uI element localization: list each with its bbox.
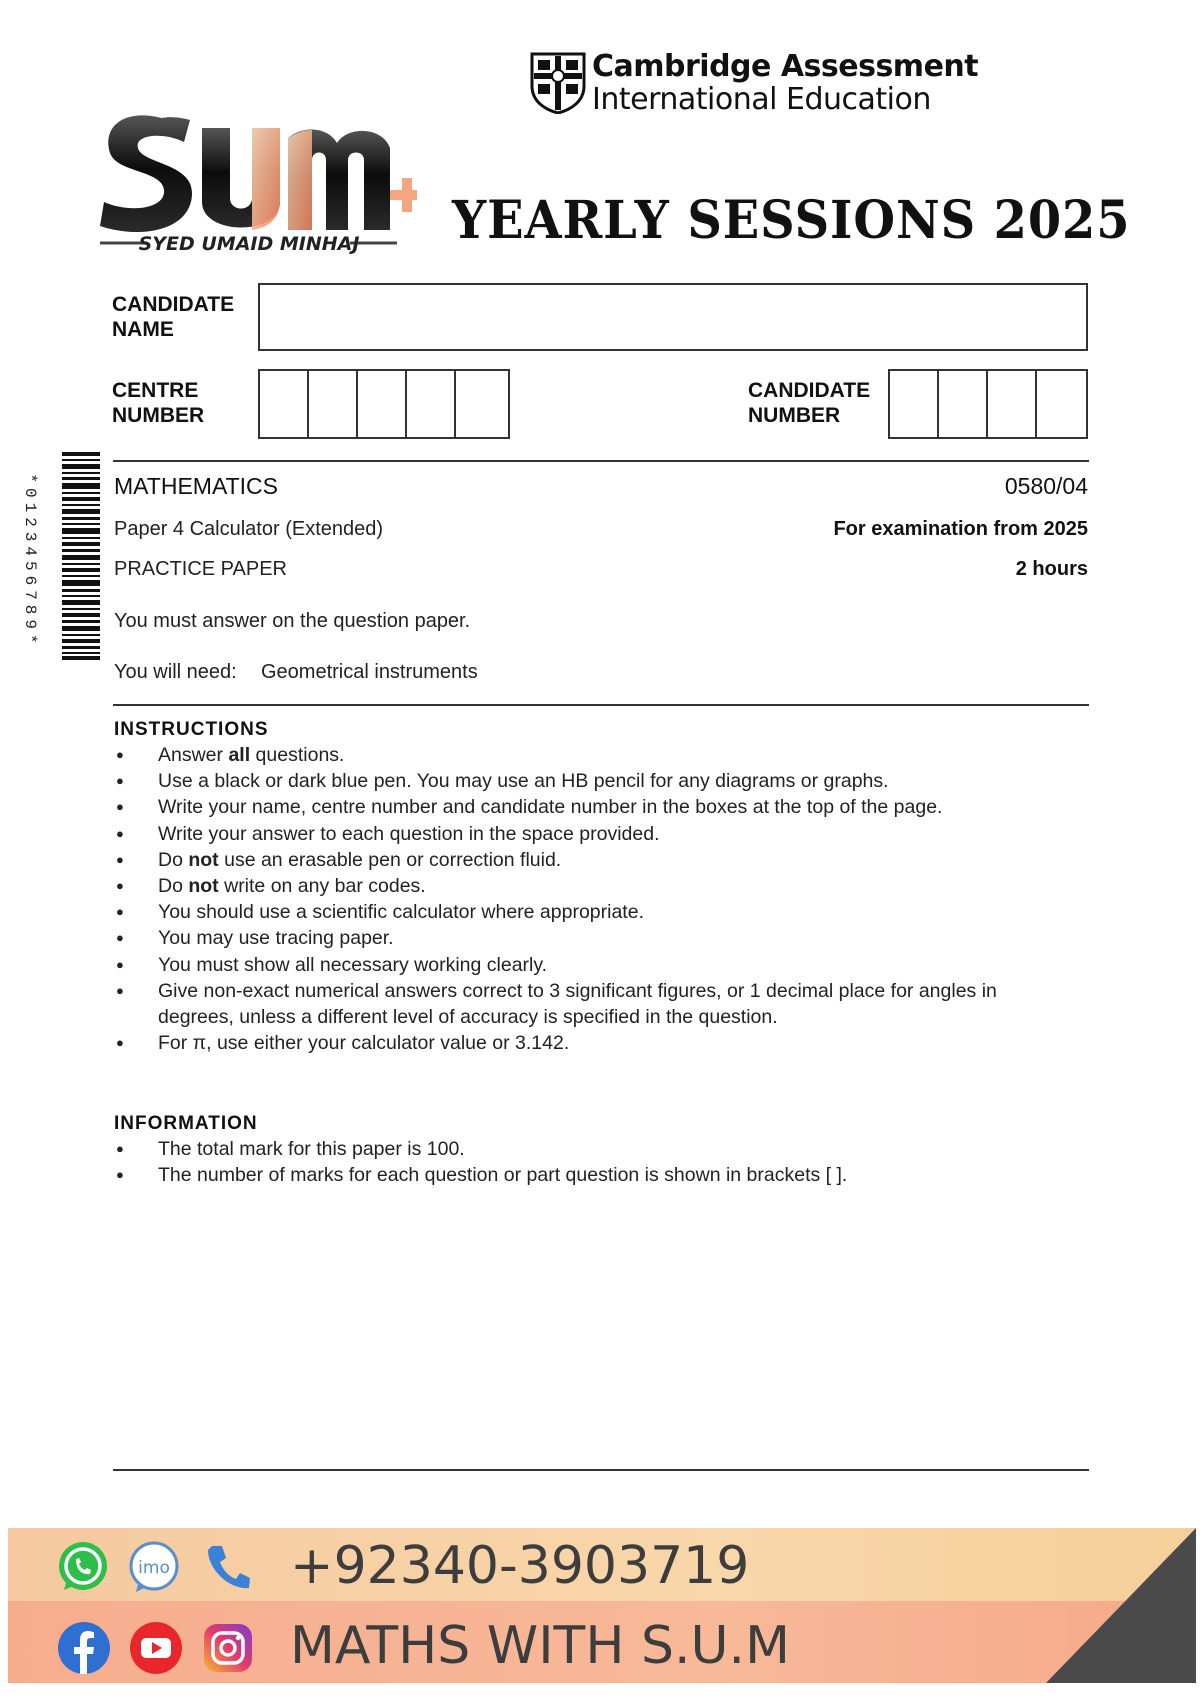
svg-text:imo: imo (138, 1558, 170, 1578)
session-title: YEARLY SESSIONS 2025 (452, 190, 1131, 251)
instruction-text: Write your answer to each question in the space provided. (158, 822, 660, 845)
instagram-icon[interactable] (200, 1620, 256, 1676)
instruction-text: Answer (158, 744, 229, 766)
instruction-text: You may use tracing paper. (158, 927, 394, 950)
candidate-digit-box[interactable] (890, 371, 939, 437)
centre-digit-box[interactable] (358, 371, 407, 437)
list-item (116, 925, 1046, 951)
list-item (116, 768, 1046, 794)
list-item (116, 873, 1046, 899)
instruction-text: questions. (250, 744, 345, 766)
cambridge-shield-icon (530, 52, 586, 114)
candidate-digit-box[interactable] (988, 371, 1037, 437)
centre-number-field[interactable] (258, 369, 510, 439)
exam-from: For examination from 2025 (833, 518, 1088, 540)
syllabus-code: 0580/04 (1004, 473, 1088, 499)
information-heading: INFORMATION (114, 1113, 258, 1134)
centre-digit-box[interactable] (407, 371, 456, 437)
list-item (116, 952, 1046, 978)
phone-number[interactable]: +92340-3903719 (290, 1536, 750, 1596)
list-item: ● The number of marks for each question or part question is shown in brackets [ ]. (116, 1162, 1046, 1188)
paper-component: Paper 4 Calculator (Extended) (114, 518, 384, 540)
centre-number-label: CENTRE NUMBER (112, 379, 205, 427)
information-list (116, 1136, 1046, 1188)
brand-name[interactable]: MATHS WITH S.U.M (290, 1616, 790, 1676)
instruction-text: not (188, 848, 219, 871)
divider (113, 1469, 1089, 1471)
youtube-icon[interactable] (128, 1620, 184, 1676)
imo-icon[interactable] (126, 1540, 182, 1594)
need-label: You will need: (114, 661, 237, 683)
candidate-name-field[interactable] (258, 283, 1088, 351)
list-item (116, 978, 1046, 1030)
list-item (116, 742, 1046, 768)
instruction-text: not (188, 875, 219, 898)
corner-triangle (1046, 1528, 1196, 1683)
instruction-text: Use a black or dark blue pen. You may use an HB pencil for any diagrams or graphs. (158, 770, 889, 793)
candidate-number-label: CANDIDATE NUMBER (748, 379, 871, 427)
instruction-text: For π, use either your calculator value or 3.142. (158, 1032, 570, 1055)
barcode-number: *0123456789* (21, 473, 39, 649)
divider (113, 460, 1089, 462)
candidate-number-field[interactable] (888, 369, 1088, 439)
instruction-text: You should use a scientific calculator where appropriate. (158, 901, 644, 924)
contact-banner (8, 1528, 1196, 1683)
paper-type: PRACTICE PAPER (114, 558, 287, 580)
instruction-text: Do (158, 848, 189, 871)
instruction-text: Write your name, centre number and candidate number in the boxes at the top of the page. (158, 796, 943, 819)
instruction-text: Do (158, 875, 189, 898)
list-item: ● The total mark for this paper is 100. (116, 1136, 1046, 1162)
list-item (116, 847, 1046, 873)
list-item (116, 1030, 1046, 1056)
instruction-text: You must show all necessary working clearly. (158, 953, 548, 976)
instructions-heading: INSTRUCTIONS (114, 719, 269, 740)
list-item (116, 899, 1046, 925)
barcode (62, 452, 100, 660)
instruction-text: use an erasable pen or correction fluid. (218, 848, 562, 871)
facebook-icon[interactable] (56, 1620, 112, 1676)
list-item (116, 794, 1046, 820)
divider (113, 704, 1089, 706)
centre-digit-box[interactable] (309, 371, 358, 437)
phone-icon[interactable] (200, 1540, 254, 1594)
answer-note: You must answer on the question paper. (114, 610, 471, 632)
instruction-text: all (228, 744, 251, 766)
centre-digit-box[interactable] (260, 371, 309, 437)
list-item (116, 821, 1046, 847)
whatsapp-icon[interactable] (56, 1540, 110, 1594)
candidate-name-label: CANDIDATE NAME (112, 293, 235, 341)
candidate-digit-box[interactable] (1037, 371, 1086, 437)
centre-digit-box[interactable] (456, 371, 505, 437)
svg-text:SYED UMAID MINHAJ: SYED UMAID MINHAJ (138, 233, 360, 255)
subject-title: MATHEMATICS (114, 473, 278, 499)
duration: 2 hours (1015, 558, 1088, 580)
instruction-text: Give non-exact numerical answers correct to 3 significant figures, or 1 decimal place for angles in degrees, unless a different level of accuracy is specified in the question. (158, 979, 997, 1029)
sum-logo (92, 98, 417, 276)
exam-board-name: Cambridge Assessment International Education (592, 49, 979, 117)
candidate-digit-box[interactable] (939, 371, 988, 437)
instruction-text: write on any bar codes. (218, 875, 426, 898)
need-items: Geometrical instruments (261, 661, 478, 683)
instructions-list (116, 742, 1046, 1056)
